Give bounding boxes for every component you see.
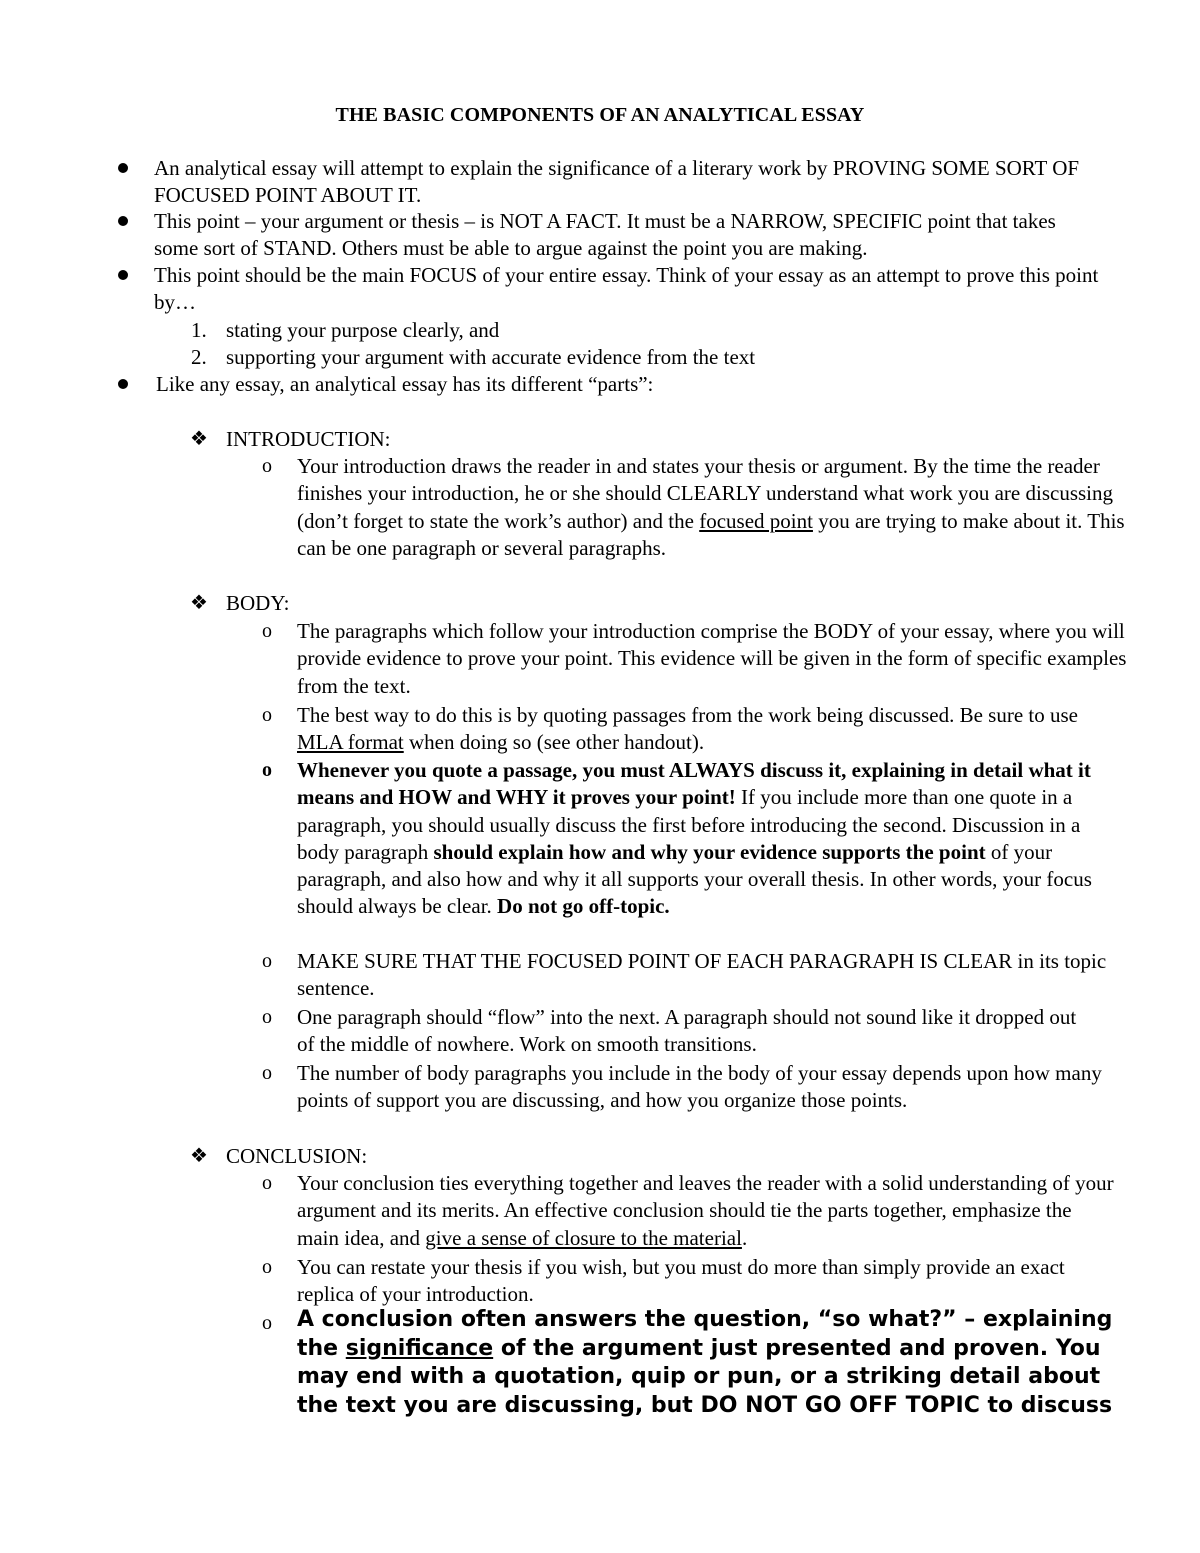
introduction-item-1: Your introduction draws the reader in and states your thesis or argument. By the time the reader finishes your introduction, he or she should CLEARLY understand what work you are discussing (don’t forget to state the work’s author) and the focused point you are trying to make about it. This can be one paragraph or several paragraphs. — [297, 454, 1125, 560]
conclusion-item-2: You can restate your thesis if you wish, but you must do more than simply provide an exact replica of your introduction. — [297, 1255, 1065, 1307]
underlined-phrase: MLA format — [297, 730, 404, 755]
page-title: THE BASIC COMPONENTS OF AN ANALYTICAL ESSAY — [335, 104, 865, 126]
bullet-icon — [118, 270, 128, 280]
body-item-5: One paragraph should “flow” into the next. A paragraph should not sound like it dropped out of the middle of nowhere. Work on smooth transitions. — [297, 1005, 1077, 1057]
body-heading: BODY: — [226, 591, 290, 615]
bullet-item-1: An analytical essay will attempt to explain the significance of a literary work by PROVING SOME SORT OF FOCUSED POINT ABOUT IT. — [154, 156, 1080, 208]
circle-bullet-icon: o — [262, 759, 272, 781]
bullet-icon — [118, 216, 128, 226]
circle-bullet-icon: o — [262, 950, 272, 972]
diamond-bullet-icon: ❖ — [190, 592, 208, 614]
circle-bullet-icon: o — [262, 704, 272, 726]
body-item-6: The number of body paragraphs you include in the body of your essay depends upon how many points of support you are discussing, and how you organize those points. — [297, 1061, 1102, 1113]
circle-bullet-icon: o — [262, 455, 272, 477]
circle-bullet-icon: o — [262, 1006, 272, 1028]
circle-bullet-icon: o — [262, 1256, 272, 1278]
introduction-heading: INTRODUCTION: — [226, 427, 391, 451]
conclusion-heading: CONCLUSION: — [226, 1144, 368, 1168]
circle-bullet-icon: o — [262, 1172, 272, 1194]
circle-bullet-icon: o — [262, 1312, 272, 1334]
diamond-bullet-icon: ❖ — [190, 428, 208, 450]
conclusion-item-3: A conclusion often answers the question, “so what?” – explaining the significance of the argument just presented and proven. You may end with a quotation, quip or pun, or a striking detail about the text you are discussing, but DO NOT GO OFF TOPIC to discuss — [297, 1307, 1113, 1418]
bullet-icon — [118, 379, 128, 389]
bullet-icon — [118, 163, 128, 173]
body-item-3: Whenever you quote a passage, you must ALWAYS discuss it, explaining in detail what it means and HOW and WHY it proves your point! If you include more than one quote in a paragraph, you should usually discuss the first before introducing the second. Discussion in a body paragraph should explain how and why your evidence supports the point of your paragraph, and also how and why it all supports your overall thesis. In other words, your focus should always be clear. Do not go off-topic. — [297, 758, 1092, 919]
diamond-bullet-icon: ❖ — [190, 1145, 208, 1167]
circle-bullet-icon: o — [262, 620, 272, 642]
underlined-phrase: significance — [345, 1335, 494, 1361]
bullet-item-2: This point – your argument or thesis – is NOT A FACT. It must be a NARROW, SPECIFIC point that takes some sort of STAND. Others must be able to argue against the point you are making. — [154, 209, 1056, 261]
list-number: 1. — [191, 318, 207, 342]
circle-bullet-icon: o — [262, 1062, 272, 1084]
bullet-item-4: Like any essay, an analytical essay has its different “parts”: — [156, 372, 654, 396]
body-item-4: MAKE SURE THAT THE FOCUSED POINT OF EACH PARAGRAPH IS CLEAR in its topic sentence. — [297, 949, 1107, 1001]
conclusion-item-1: Your conclusion ties everything together and leaves the reader with a solid understanding of your argument and its merits. An effective conclusion should tie the parts together, emphasize the main idea, and give a sense of closure to the material. — [297, 1171, 1114, 1250]
list-number: 2. — [191, 345, 207, 369]
body-item-1: The paragraphs which follow your introduction comprise the BODY of your essay, where you will provide evidence to prove your point. This evidence will be given in the form of specific examples from the text. — [297, 619, 1127, 698]
bullet-item-3: This point should be the main FOCUS of your entire essay. Think of your essay as an attempt to prove this point by… — [154, 263, 1099, 315]
underlined-phrase: give a sense of closure to the material — [425, 1225, 742, 1250]
underlined-phrase: focused point — [699, 508, 813, 533]
body-item-2: The best way to do this is by quoting passages from the work being discussed. Be sure to use MLA format when doing so (see other handout). — [297, 703, 1078, 755]
numbered-item-2: supporting your argument with accurate evidence from the text — [226, 345, 756, 369]
numbered-item-1: stating your purpose clearly, and — [226, 318, 500, 342]
